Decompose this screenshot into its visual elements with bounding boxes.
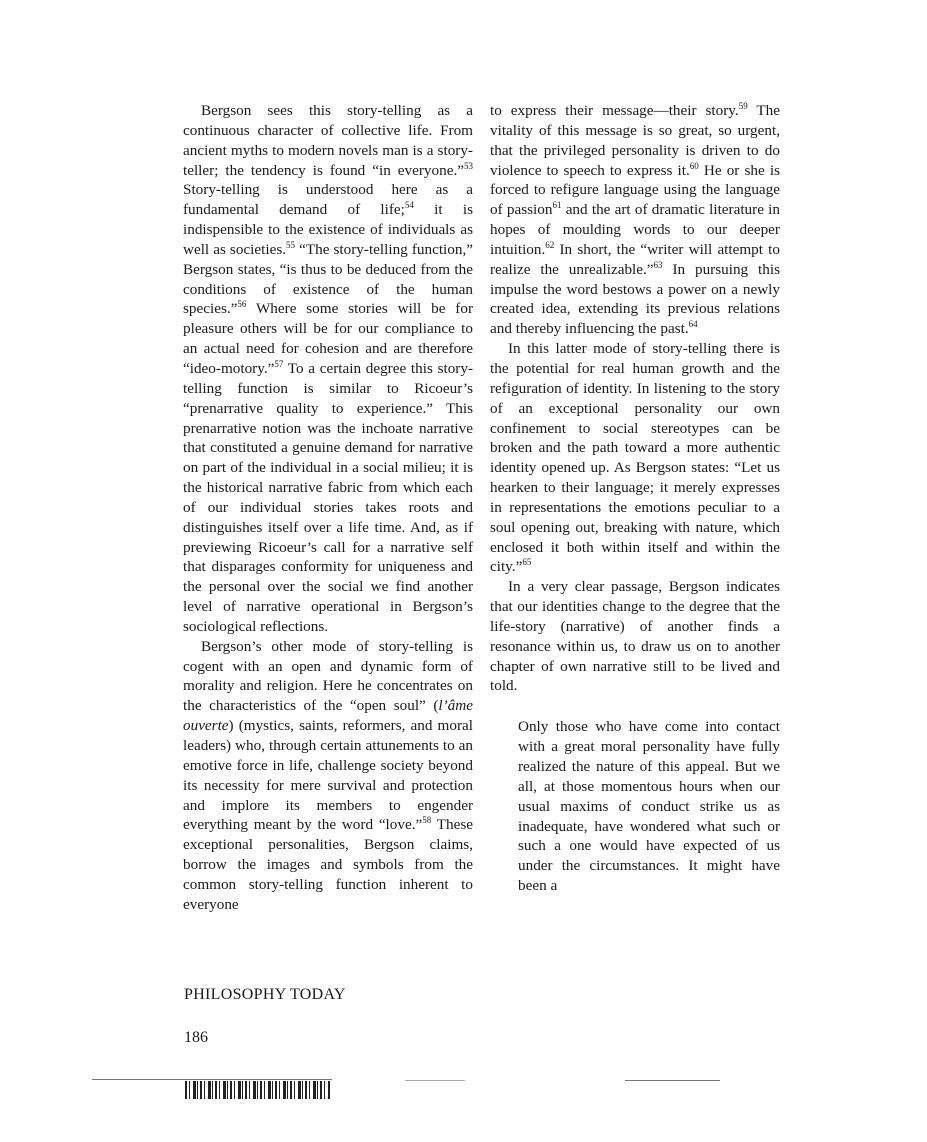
footnote-marker: 53 (464, 160, 473, 171)
paragraph: Bergson’s other mode of story-telling is cogent with an open and dynamic form of morality and religion. Here he concentrates on the characteristics of the “open soul” (l’âme ouverte) (mystics, saints, reformers, and moral leaders) who, through certain attunements to an emotive force in life, challenge society beyond its necessity for mere survival and protection and implore its members to engender everything meant by the word “love.”$^{58}$ These exceptional personalities, Bergson claims, borrow the images and symbols from the common story-telling function inherent to everyone (183, 637, 473, 913)
paragraph: In a very clear passage, Bergson indicates that our identities change to the degree that the life-story (narrative) of another finds a resonance within us, to draw us on to another chapter of own narrative still to be lived and told. (490, 578, 780, 695)
footnote-marker: 59 (738, 101, 748, 111)
footnote-marker: 64 (688, 319, 698, 330)
right-column (490, 101, 780, 896)
left-column (183, 101, 473, 915)
scan-artifact-line (405, 1080, 465, 1081)
paragraph: In this latter mode of story-telling there is the potential for real human growth and the refiguration of identity. In listening to the story of an exceptional personality our own confinement to social stereotypes can be broken and the path toward a more authentic identity opened up. As Bergson states: “Let us hearken to their language; it merely expresses in representations the emotions peculiar to a soul opening out, breaking with nature, which enclosed it both within itself and within the city.”$^{65}$ (490, 340, 780, 576)
quote-text: Only those who have come into contact with a great moral personality have fully realized the nature of this appeal. But we all, at those momentous hours when our usual maxims of conduct strike us as inadequate, have wondered what such or such a one would have expected of us under the circumstances. It might have been a (518, 718, 780, 895)
footnote-marker: 62 (545, 239, 555, 250)
barcode (185, 1081, 330, 1099)
footnote-marker: 55 (286, 239, 296, 250)
footnote-marker: 54 (404, 200, 414, 211)
italic-phrase: l’âme ouverte (183, 697, 473, 735)
paragraph: to express their message—their story.$^{59}$ The vitality of this message is so great, so urgent, that the privileged personality is driven to do violence to speech to express it.$^{60}$ He or she is forced to refigure language using the language of passion$^{61}$ and the art of dramatic literature in hopes of moulding words to our deeper intuition.$^{62}$ In short, the “writer will attempt to realize the unrealizable.”$^{63}$ In pursuing this impulse the word bestows a power on a newly created idea, extending its previous relations and thereby influencing the past.$^{64}$ (490, 101, 780, 338)
page-number: 186 (184, 1029, 208, 1046)
footnote-marker: 56 (237, 299, 247, 310)
footnote-marker: 63 (653, 259, 663, 270)
scan-artifact-line (625, 1080, 720, 1081)
block-quote (518, 717, 780, 896)
footnote-marker: 58 (422, 815, 432, 826)
journal-title: PHILOSOPHY TODAY (184, 986, 346, 1003)
footnote-marker: 65 (522, 557, 532, 568)
footnote-marker: 57 (274, 358, 284, 369)
footnote-marker: 60 (689, 160, 699, 171)
paragraph: Bergson sees this story-telling as a continuous character of collective life. From ancient myths to modern novels man is a story-teller; the tendency is found “in everyone.”$^{53}$ Story-telling is understood here as a fundamental demand of life;$^{54}$ it is indispensible to the existence of individuals as well as societies.$^{55}$ “The story-telling function,” Bergson states, “is thus to be deduced from the conditions of existence of the human species.”$^{56}$ Where some stories will be for pleasure others will be for our compliance to an actual need for cohesion and are therefore “ideo-motory.”$^{57}$ To a certain degree this story-telling function is similar to Ricoeur’s “prenarrative quality to experience.” This prenarrative notion was the inchoate narrative that constituted a genuine demand for narrative on part of the individual in a social milieu; it is the historical narrative fabric from which each of our individual stories takes roots and distinguishes itself over a life time. And, as if previewing Ricoeur’s call for a narrative self that disparages conformity for uniqueness and the personal over the social we find another level of narrative operational in Bergson’s sociological reflections. (183, 102, 473, 635)
footnote-marker: 61 (552, 200, 562, 211)
scan-artifact-line (92, 1079, 332, 1080)
